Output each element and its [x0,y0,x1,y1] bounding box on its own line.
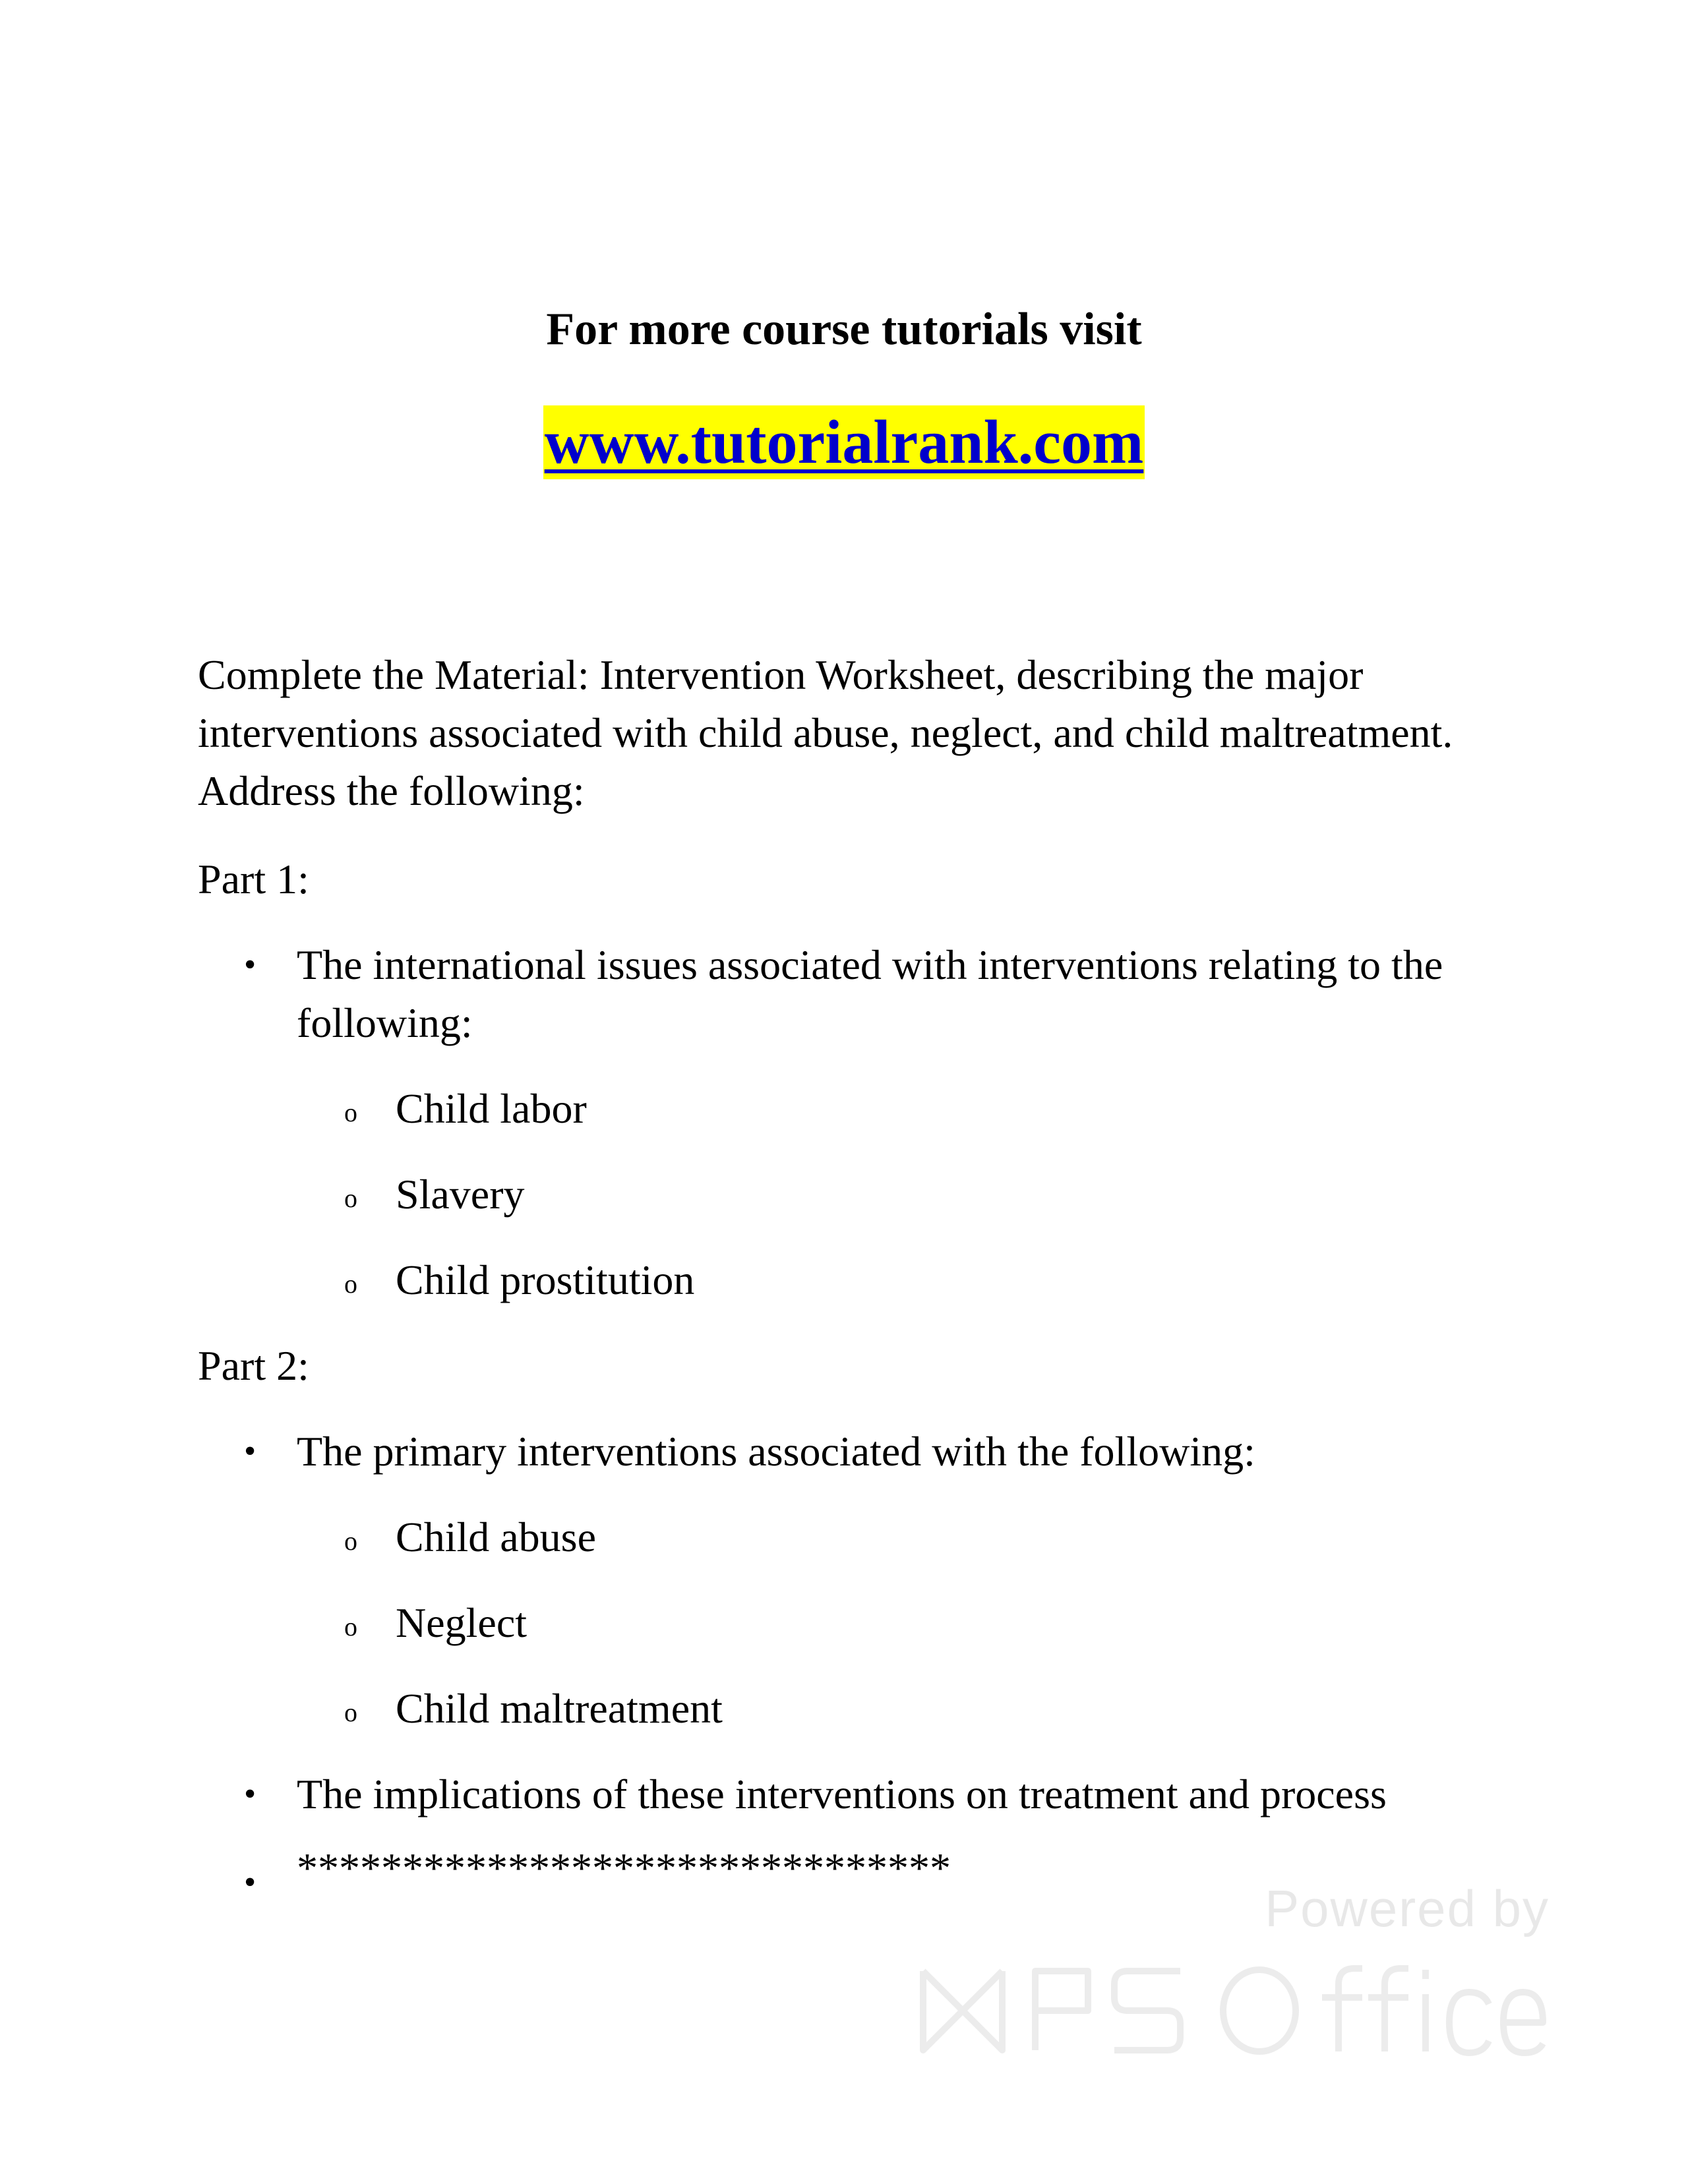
sub-bullet-marker: o [344,1697,357,1727]
bullet-marker: • [244,1864,256,1901]
watermark-powered-by: Powered by [1265,1879,1550,1937]
subitem-text: Slavery [396,1171,525,1218]
bullet-marker: • [244,1432,256,1470]
sub-bullet-marker: o [344,1612,357,1641]
part2-heading: Part 2: [198,1342,309,1389]
subitem-text: Child maltreatment [396,1685,723,1732]
subitem-text: Child prostitution [396,1256,695,1303]
subitem-text: Child abuse [396,1514,596,1560]
part2-bullet-text: The implications of these interventions on treatment and process [297,1771,1387,1817]
part1-bullet-text: The international issues associated with interventions relating to the following: [297,941,1443,1046]
bullet-marker: • [244,946,256,984]
wps-office-logo [917,1879,1550,2070]
part1-heading: Part 1: [198,856,309,902]
intro-paragraph: Complete the Material: Intervention Worksheet, describing the major interventions associated with child abuse, neglect, and child maltreatment. Address the following: [198,651,1453,814]
tutorial-link[interactable]: www.tutorialrank.com [543,405,1145,479]
subitem-text: Neglect [396,1599,527,1646]
sub-bullet-marker: o [344,1098,357,1127]
page-title: For more course tutorials visit [546,304,1142,355]
wps-office-watermark [917,1879,1550,2070]
sub-bullet-marker: o [344,1183,357,1213]
asterisk-line: ******************************* [297,1845,951,1891]
sub-bullet-marker: o [344,1269,357,1299]
bullet-marker: • [244,1775,256,1813]
sub-bullet-marker: o [344,1526,357,1556]
tutorial-link-container [0,405,1688,479]
subitem-text: Child labor [396,1085,587,1132]
part2-bullet-text: The primary interventions associated with the following: [297,1428,1255,1475]
